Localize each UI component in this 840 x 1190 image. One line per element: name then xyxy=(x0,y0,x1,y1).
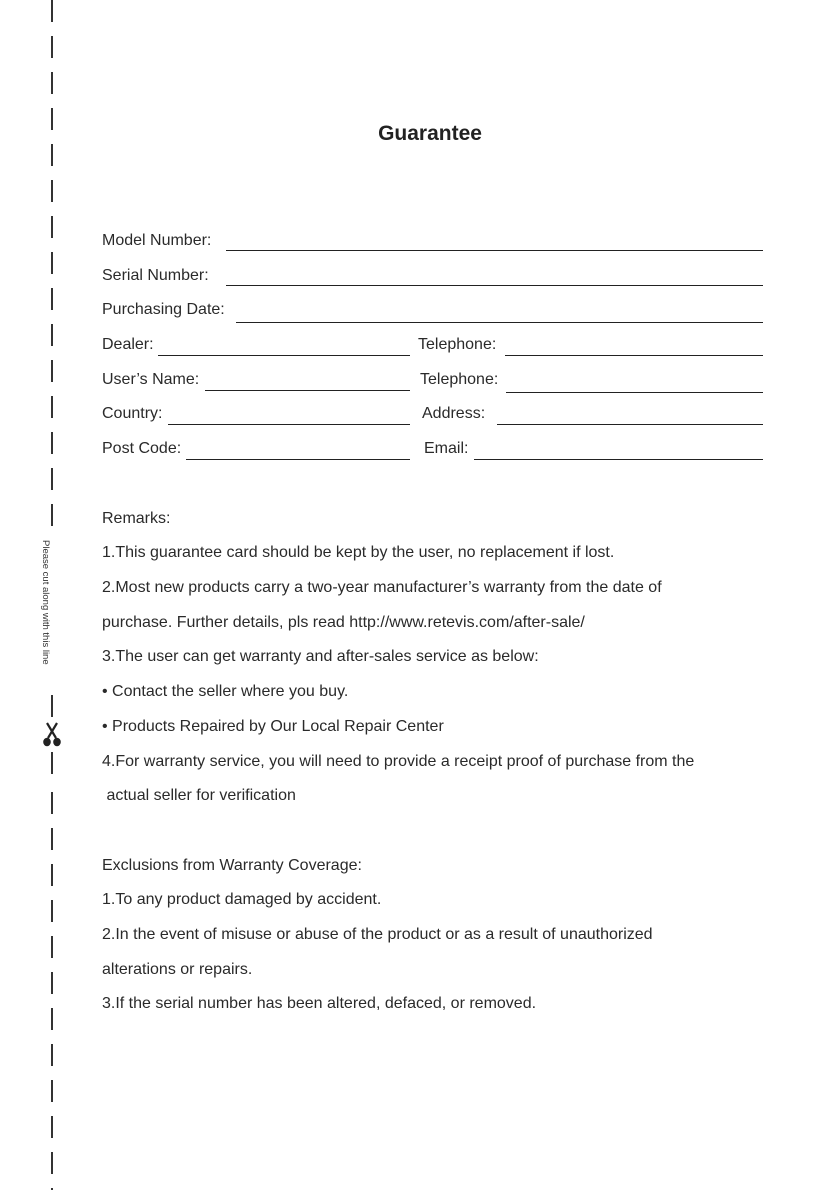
address-label: Address: xyxy=(422,405,486,422)
remarks-line: 1.This guarantee card should be kept by the user, no replacement if lost. xyxy=(102,544,615,561)
dealer-label: Dealer: xyxy=(102,336,154,353)
remarks-line: 3.The user can get warranty and after-sales service as below: xyxy=(102,648,539,665)
users-name-label: User’s Name: xyxy=(102,371,200,388)
country-field[interactable] xyxy=(168,424,410,425)
scissors-icon xyxy=(42,722,62,748)
remarks-line: actual seller for verification xyxy=(102,787,296,804)
remarks-heading: Remarks: xyxy=(102,510,171,527)
model-number-label: Model Number: xyxy=(102,232,212,249)
remarks-bullet: • Contact the seller where you buy. xyxy=(102,683,349,700)
cut-instruction: Please cut along with this line xyxy=(40,540,51,665)
remarks-line: purchase. Further details, pls read http://www.retevis.com/after-sale/ xyxy=(102,614,585,631)
users-name-field[interactable] xyxy=(205,390,410,391)
address-field[interactable] xyxy=(497,424,763,425)
dealer-field[interactable] xyxy=(158,355,410,356)
exclusions-line: 2.In the event of misuse or abuse of the product or as a result of unauthorized xyxy=(102,926,653,943)
post-code-label: Post Code: xyxy=(102,440,182,457)
serial-number-label: Serial Number: xyxy=(102,267,209,284)
user-telephone-label: Telephone: xyxy=(420,371,499,388)
dealer-telephone-field[interactable] xyxy=(505,355,763,356)
exclusions-line: 1.To any product damaged by accident. xyxy=(102,891,382,908)
serial-number-field[interactable] xyxy=(226,285,763,286)
exclusions-heading: Exclusions from Warranty Coverage: xyxy=(102,857,362,874)
remarks-line: 4.For warranty service, you will need to provide a receipt proof of purchase from the xyxy=(102,753,695,770)
email-label: Email: xyxy=(424,440,469,457)
model-number-field[interactable] xyxy=(226,250,763,251)
page-title: Guarantee xyxy=(378,122,482,145)
user-telephone-field[interactable] xyxy=(506,392,763,393)
exclusions-line: alterations or repairs. xyxy=(102,961,253,978)
purchasing-date-field[interactable] xyxy=(236,322,763,323)
remarks-bullet: • Products Repaired by Our Local Repair Center xyxy=(102,718,444,735)
purchasing-date-label: Purchasing Date: xyxy=(102,301,225,318)
email-field[interactable] xyxy=(474,459,763,460)
cut-line-segment xyxy=(51,695,53,717)
dealer-telephone-label: Telephone: xyxy=(418,336,497,353)
country-label: Country: xyxy=(102,405,163,422)
post-code-field[interactable] xyxy=(186,459,410,460)
cut-line-segment xyxy=(51,752,53,774)
exclusions-line: 3.If the serial number has been altered, defaced, or removed. xyxy=(102,995,537,1012)
remarks-line: 2.Most new products carry a two-year manufacturer’s warranty from the date of xyxy=(102,579,662,596)
